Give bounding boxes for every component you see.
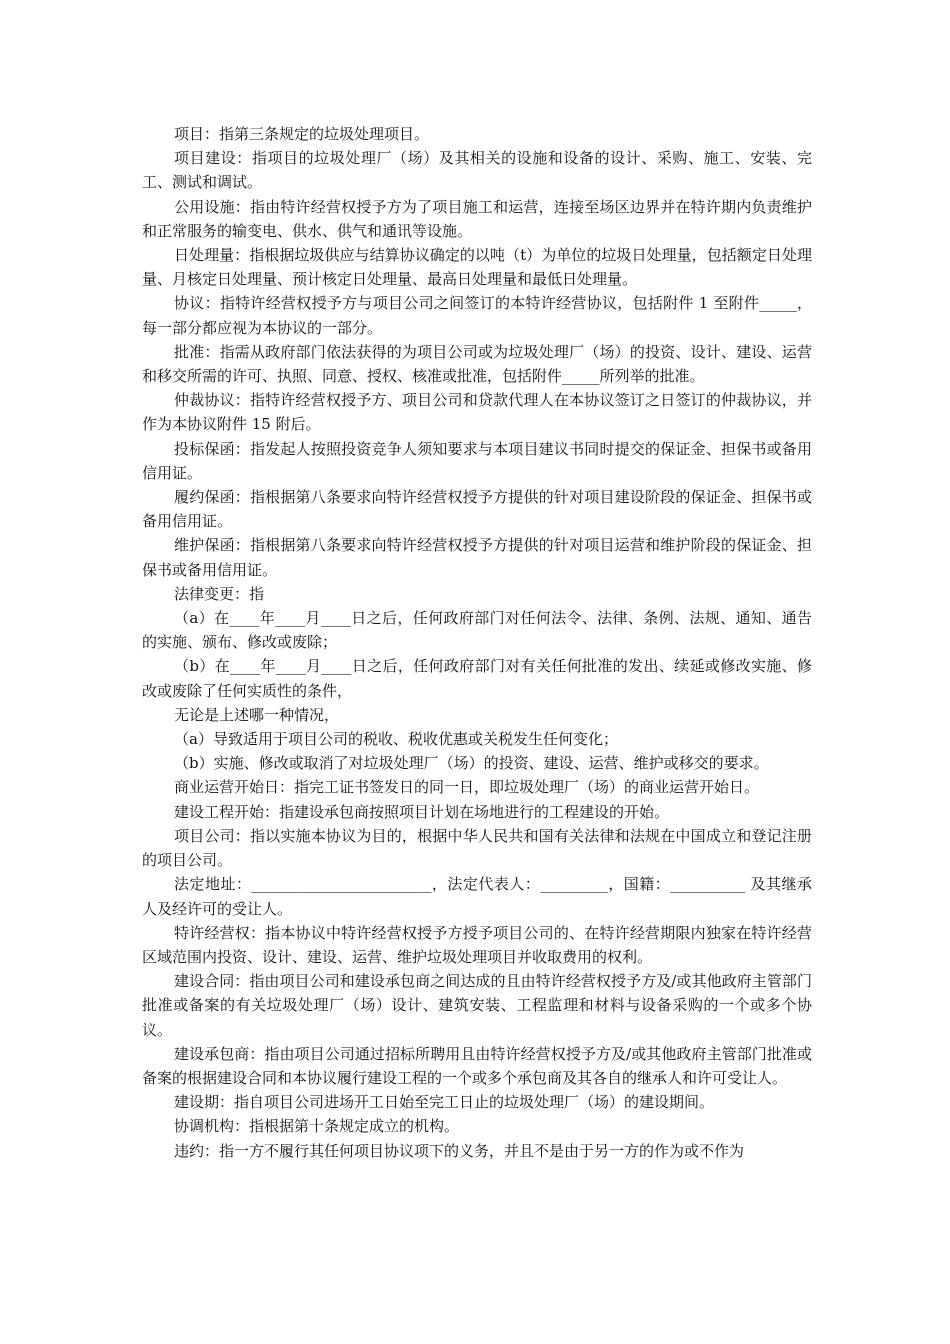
definition-performance-bond: 履约保函：指根据第八条要求向特许经营权授予方提供的针对项目建设阶段的保证金、担保书或备用信用证。 <box>142 488 812 531</box>
definition-bid-bond: 投标保函：指发起人按照投资竞争人须知要求与本项目建议书同时提交的保证金、担保书或备用信用证。 <box>142 439 812 482</box>
change-in-law-item-a: （a）在____年____月____日之后，任何政府部门对任何法令、法律、条例、法规、通知、通告的实施、颁布、修改或废除； <box>142 609 812 652</box>
definition-construction-period: 建设期：指自项目公司进场开工日始至完工日止的垃圾处理厂（场）的建设期间。 <box>174 1093 715 1112</box>
document-body <box>142 122 812 1163</box>
change-in-law-item-b: （b）在____年____月____日之后，任何政府部门对有关任何批准的发出、续延或修改实施、修改或废除了任何实质性的条件， <box>142 657 812 700</box>
definition-construction-contractor: 建设承包商：指由项目公司通过招标所聘用且由特许经营权授予方及/或其他政府主管部门批准或备案的根据建设合同和本协议履行建设工程的一个或多个承包商及其各自的继承人和许可受让人。 <box>142 1044 812 1087</box>
definition-public-facilities: 公用设施：指由特许经营权授予方为了项目施工和运营，连接至场区边界并在特许期内负责维护和正常服务的输变电、供水、供气和通讯等设施。 <box>142 197 812 240</box>
definition-concession-right: 特许经营权：指本协议中特许经营权授予方授予项目公司的、在特许经营期限内独家在特许经营区域范围内投资、设计、建设、运营、维护垃圾处理项目并收取费用的权利。 <box>142 923 812 966</box>
definition-agreement: 协议：指特许经营权授予方与项目公司之间签订的本特许经营协议，包括附件 1 至附件_____，每一部分都应视为本协议的一部分。 <box>142 294 812 337</box>
change-in-law-either-case: 无论是上述哪一种情况， <box>174 705 340 724</box>
legal-address-line: 法定地址：________________________，法定代表人：_________，国籍：__________ 及其继承人及经许可的受让人。 <box>142 875 812 918</box>
definition-arbitration-agreement: 仲裁协议：指特许经营权授予方、项目公司和贷款代理人在本协议签订之日签订的仲裁协议，并作为本协议附件 15 附后。 <box>142 391 812 434</box>
definition-commercial-operation-date: 商业运营开始日：指完工证书签发日的同一日，即垃圾处理厂（场）的商业运营开始日。 <box>174 778 760 797</box>
definition-approval: 批准：指需从政府部门依法获得的为项目公司或为垃圾处理厂（场）的投资、设计、建设、运营和移交所需的许可、执照、同意、授权、核准或批准，包括附件_____所列举的批准。 <box>142 342 812 386</box>
definition-maintenance-bond: 维护保函：指根据第八条要求向特许经营权授予方提供的针对项目运营和维护阶段的保证金、担保书或备用信用证。 <box>142 536 812 579</box>
change-in-law-effect-b: （b）实施、修改或取消了对垃圾处理厂（场）的投资、建设、运营、维护或移交的要求。 <box>174 754 769 773</box>
definition-construction-contract: 建设合同：指由项目公司和建设承包商之间达成的且由特许经营权授予方及/或其他政府主管部门批准或备案的有关垃圾处理厂（场）设计、建筑安装、工程监理和材料与设备采购的一个或多个协议。 <box>142 972 812 1039</box>
definition-project-company: 项目公司：指以实施本协议为目的，根据中华人民共和国有关法律和法规在中国成立和登记注册的项目公司。 <box>142 826 812 870</box>
definition-default: 违约：指一方不履行其任何项目协议项下的义务，并且不是由于另一方的作为或不作为 <box>174 1141 745 1160</box>
change-in-law-effect-a: （a）导致适用于项目公司的税收、税收优惠或关税发生任何变化； <box>174 730 618 749</box>
definition-project: 项目：指第三条规定的垃圾处理项目。 <box>174 125 430 143</box>
definition-coordination-body: 协调机构：指根据第十条规定成立的机构。 <box>174 1117 460 1136</box>
definition-daily-capacity: 日处理量：指根据垃圾供应与结算协议确定的以吨（t）为单位的垃圾日处理量，包括额定日处理量、月核定日处理量、预计核定日处理量、最高日处理量和最低日处理量。 <box>142 246 812 289</box>
definition-project-construction: 项目建设：指项目的垃圾处理厂（场）及其相关的设施和设备的设计、采购、施工、安装、完工、测试和调试。 <box>142 149 812 192</box>
definition-change-in-law: 法律变更：指 <box>174 584 265 603</box>
definition-construction-start: 建设工程开始：指建设承包商按照项目计划在场地进行的工程建设的开始。 <box>174 802 670 821</box>
